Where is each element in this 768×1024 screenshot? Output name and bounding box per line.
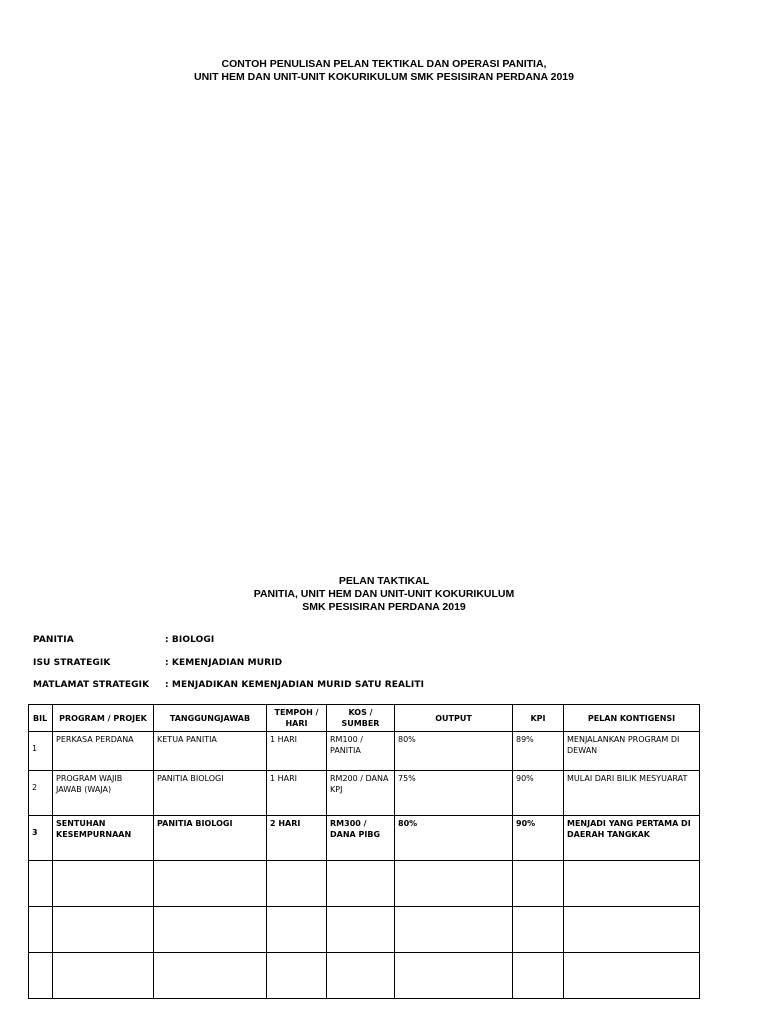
plan-title-line-1: PELAN TAKTIKAL (338, 575, 430, 587)
empty-cell (395, 861, 513, 907)
header-kos: KOS / SUMBER (327, 705, 395, 732)
empty-cell (267, 953, 327, 999)
cell-kpi: 89% (513, 732, 564, 771)
table-row (29, 771, 700, 816)
empty-cell (327, 907, 395, 953)
header-bil: BIL (29, 705, 53, 732)
plan-title (0, 575, 768, 614)
empty-cell (53, 953, 154, 999)
empty-table-row (29, 953, 700, 999)
header-kpi: KPI (513, 705, 564, 732)
cell-tempoh: 1 HARI (267, 771, 327, 816)
empty-cell (154, 953, 267, 999)
cell-bil-text: 2 (32, 783, 38, 792)
header-tempoh: TEMPOH / HARI (267, 705, 327, 732)
cell-program: PROGRAM WAJIB JAWAB (WAJA) (53, 771, 154, 816)
empty-cell (29, 953, 53, 999)
empty-cell (395, 953, 513, 999)
empty-cell (29, 907, 53, 953)
cell-output: 75% (395, 771, 513, 816)
empty-cell (327, 861, 395, 907)
cell-kontigensi: MULAI DARI BILIK MESYUARAT (564, 771, 700, 816)
table-header-row (29, 705, 700, 732)
info-matlamat-label: MATLAMAT STRATEGIK (33, 680, 150, 690)
cell-bil (29, 771, 53, 816)
document-title-line-2: UNIT HEM DAN UNIT-UNIT KOKURIKULUM SMK PESISIRAN PERDANA 2019 (194, 71, 574, 83)
table-row (29, 732, 700, 771)
plan-title-line-2: PANITIA, UNIT HEM DAN UNIT-UNIT KOKURIKULUM (253, 588, 515, 600)
empty-cell (29, 861, 53, 907)
empty-cell (267, 907, 327, 953)
cell-program: SENTUHAN KESEMPURNAAN (53, 816, 154, 861)
info-panitia-value: : BIOLOGI (165, 635, 215, 645)
cell-program: PERKASA PERDANA (53, 732, 154, 771)
cell-kpi: 90% (513, 771, 564, 816)
empty-cell (53, 861, 154, 907)
cell-tempoh: 1 HARI (267, 732, 327, 771)
empty-table-row (29, 861, 700, 907)
cell-bil-text: 1 (32, 744, 38, 753)
empty-table-row (29, 907, 700, 953)
document-title (0, 58, 768, 84)
empty-cell (513, 907, 564, 953)
cell-bil (29, 816, 53, 861)
table-row (29, 816, 700, 861)
plan-title-line-3: SMK PESISIRAN PERDANA 2019 (302, 601, 466, 613)
document-title-line-1: CONTOH PENULISAN PELAN TEKTIKAL DAN OPERASI PANITIA, (221, 58, 547, 70)
header-program: PROGRAM / PROJEK (53, 705, 154, 732)
cell-kontigensi: MENJALANKAN PROGRAM DI DEWAN (564, 732, 700, 771)
cell-tanggungjawab: KETUA PANITIA (154, 732, 267, 771)
cell-bil (29, 732, 53, 771)
cell-tanggungjawab: PANITIA BIOLOGI (154, 771, 267, 816)
header-output: OUTPUT (395, 705, 513, 732)
cell-output: 80% (395, 732, 513, 771)
empty-cell (564, 861, 700, 907)
info-isu-value: : KEMENJADIAN MURID (165, 658, 283, 668)
cell-kos: RM200 / DANA KPJ (327, 771, 395, 816)
empty-cell (327, 953, 395, 999)
empty-cell (53, 907, 154, 953)
cell-kontigensi: MENJADI YANG PERTAMA DI DAERAH TANGKAK (564, 816, 700, 861)
empty-cell (154, 907, 267, 953)
cell-bil-text: 3 (32, 828, 38, 837)
info-panitia-label: PANITIA (33, 635, 74, 645)
empty-cell (267, 861, 327, 907)
empty-cell (564, 907, 700, 953)
info-isu-label: ISU STRATEGIK (33, 658, 111, 668)
info-matlamat-value: : MENJADIKAN KEMENJADIAN MURID SATU REALITI (165, 680, 425, 690)
empty-cell (513, 953, 564, 999)
cell-tanggungjawab: PANITIA BIOLOGI (154, 816, 267, 861)
empty-cell (564, 953, 700, 999)
empty-cell (395, 907, 513, 953)
empty-cell (154, 861, 267, 907)
cell-kpi: 90% (513, 816, 564, 861)
empty-cell (513, 861, 564, 907)
cell-kos: RM100 / PANITIA (327, 732, 395, 771)
cell-tempoh: 2 HARI (267, 816, 327, 861)
cell-output: 80% (395, 816, 513, 861)
cell-kos: RM300 / DANA PIBG (327, 816, 395, 861)
header-tanggungjawab: TANGGUNGJAWAB (154, 705, 267, 732)
plan-table (28, 704, 700, 999)
header-kontigensi: PELAN KONTIGENSI (564, 705, 700, 732)
